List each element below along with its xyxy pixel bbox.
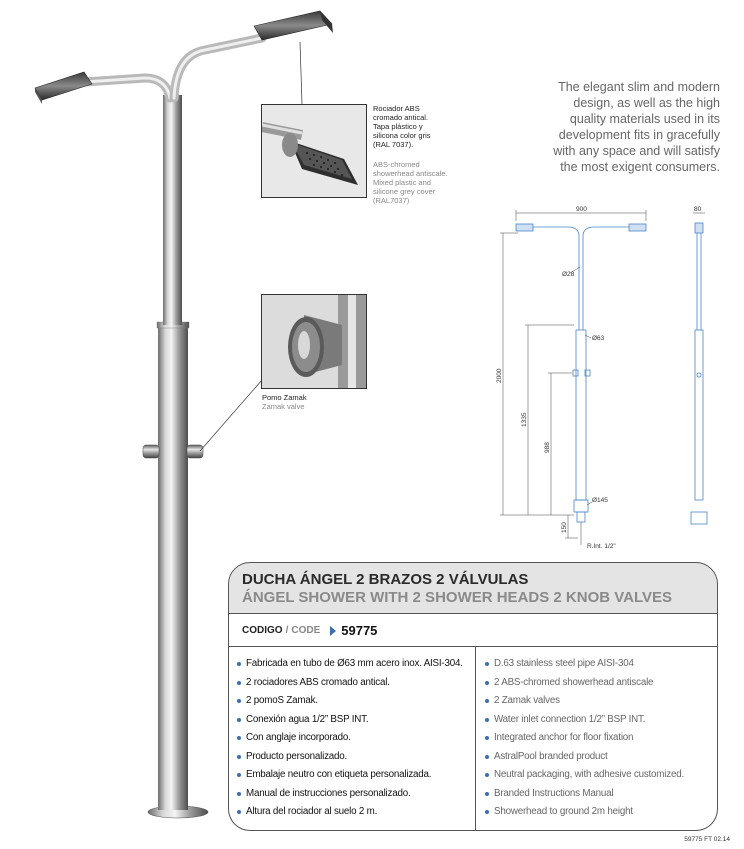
feature-es-item: 2 pomoS Zamak. xyxy=(237,695,463,714)
code-separator: / xyxy=(285,625,289,636)
feature-en-item: AstralPool branded product xyxy=(485,751,684,770)
code-arrow-icon xyxy=(330,626,336,636)
technical-drawing xyxy=(488,205,718,550)
upper-column xyxy=(163,95,182,325)
feature-en-item: D.63 stainless steel pipe AISI-304 xyxy=(485,658,684,677)
dim-900: 900 xyxy=(576,206,587,213)
intro-paragraph: The elegant slim and modern design, as well as the high quality materials used in its development fits in gracefully with any space and will satisfy the most exigent consumers. xyxy=(553,80,720,174)
showerhead-left xyxy=(35,72,92,104)
dim-988: 988 xyxy=(544,442,551,453)
knob-callout-es: Pomo Zamak xyxy=(262,393,307,402)
dim-80: 80 xyxy=(694,206,702,213)
lower-column xyxy=(158,325,188,810)
feature-es-item: Altura del rociador al suelo 2 m. xyxy=(237,806,463,825)
title-english: ÁNGEL SHOWER WITH 2 SHOWER HEADS 2 KNOB VALVES xyxy=(242,589,673,606)
code-label: CODIGO xyxy=(242,625,283,636)
code-label-en: CODE xyxy=(291,625,321,636)
feature-es-item: Fabricada en tubo de Ø63 mm acero inox. AISI-304. xyxy=(237,658,463,677)
title-box xyxy=(228,562,718,614)
feature-en-item: Integrated anchor for floor fixation xyxy=(485,732,684,751)
feature-en-item: Branded Instructions Manual xyxy=(485,788,684,807)
document-reference: 59775 FT 02.14 xyxy=(684,836,730,843)
feature-en-item: 2 ABS-chromed showerhead antiscale xyxy=(485,677,684,696)
feature-en-item: Neutral packaging, with adhesive customized. xyxy=(485,769,684,788)
feature-en-item: Showerhead to ground 2m height xyxy=(485,806,684,825)
knob-callout-en: Zamak valve xyxy=(262,402,305,411)
feature-es-item: Embalaje neutro con etiqueta personalizada. xyxy=(237,769,463,788)
dim-150: 150 xyxy=(561,522,568,533)
feature-es-item: Producto personalizado. xyxy=(237,751,463,770)
knob-left xyxy=(143,445,159,458)
showerhead-callout-es: Rociador ABS cromado antical. Tapa plástico y silicona color gris (RAL 7037). xyxy=(373,104,431,149)
feature-es-item: Manual de instrucciones personalizado. xyxy=(237,788,463,807)
features-spanish xyxy=(237,658,463,825)
dim-rint: R.Int. 1/2" xyxy=(587,543,616,550)
code-row xyxy=(242,623,377,638)
product-code: 59775 xyxy=(341,623,378,638)
dim-dia-28: Ø28 xyxy=(562,271,575,278)
features-english xyxy=(485,658,684,825)
showerhead-right xyxy=(254,11,333,40)
knob-right xyxy=(187,445,203,458)
showerhead-photo xyxy=(261,104,367,198)
dim-1335: 1335 xyxy=(521,412,528,427)
feature-en-item: 2 Zamak valves xyxy=(485,695,684,714)
feature-en-item: Water inlet connection 1/2” BSP INT. xyxy=(485,714,684,733)
dim-dia-63: Ø63 xyxy=(592,335,605,342)
knob-photo xyxy=(261,294,367,389)
divider-vertical xyxy=(475,646,476,830)
divider-horizontal xyxy=(229,646,717,647)
dim-2000: 2000 xyxy=(496,368,503,383)
feature-es-item: Con anglaje incorporado. xyxy=(237,732,463,751)
feature-es-item: 2 rociadores ABS cromado antical. xyxy=(237,677,463,696)
dim-dia-145: Ø145 xyxy=(592,497,608,504)
title-spanish: DUCHA ÁNGEL 2 BRAZOS 2 VÁLVULAS xyxy=(242,571,529,588)
info-box xyxy=(228,614,718,831)
feature-es-item: Conexión agua 1/2” BSP INT. xyxy=(237,714,463,733)
showerhead-callout-en: ABS-chromed showerhead antiscale. Mixed plastic and silicone grey cover (RAL7037) xyxy=(373,160,448,205)
